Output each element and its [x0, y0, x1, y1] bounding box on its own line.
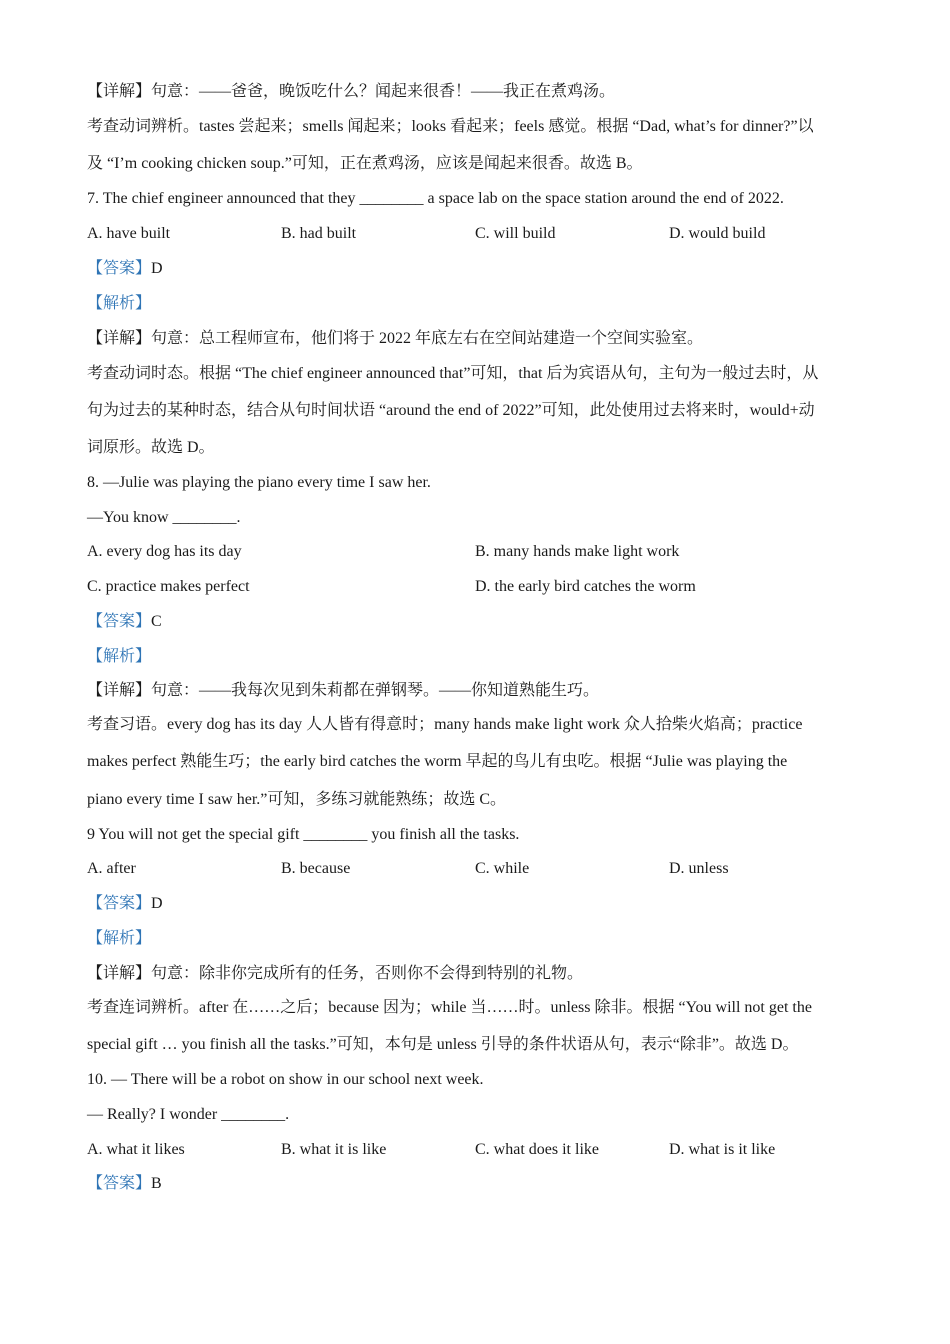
q8-jiexi-label: 【解析】	[87, 648, 152, 665]
q6-detail	[87, 82, 615, 102]
q10-option-d: D. what is it like	[669, 1141, 776, 1158]
q7-answer	[87, 259, 163, 279]
q7-option-b: B. had built	[281, 225, 357, 242]
q7-option-d: D. would build	[669, 225, 766, 242]
detail-text: 句意：总工程师宣布，他们将于 2022 年底左右在空间站建造一个空间实验室。	[151, 330, 704, 347]
answer-value: D	[151, 895, 163, 912]
q7-option-a: A. have built	[87, 225, 171, 242]
q7-analysis-2: 句为过去的某种时态，结合从句时间状语 “around the end of 2022”可知，此处使用过去将来时，would+动	[87, 402, 815, 419]
detail-text: 句意：——我每次见到朱莉都在弹钢琴。——你知道熟能生巧。	[151, 682, 600, 699]
q9-answer	[87, 894, 163, 914]
q8-analysis-3: piano every time I saw her.”可知，多练习就能熟练；故选 C。	[87, 791, 507, 808]
q9-analysis-2: special gift … you finish all the tasks.”可知，本句是 unless 引导的条件状语从句，表示“除非”。故选 D。	[87, 1036, 799, 1053]
q7-analysis-1: 考查动词时态。根据 “The chief engineer announced that”可知，that 后为宾语从句，主句为一般过去时，从	[87, 365, 819, 382]
detail-label: 【详解】	[87, 682, 152, 699]
answer-label: 【答案】	[87, 260, 152, 277]
answer-label: 【答案】	[87, 1175, 152, 1192]
q9-stem: 9 You will not get the special gift ________ you finish all the tasks.	[87, 826, 520, 843]
q10-option-a: A. what it likes	[87, 1141, 185, 1158]
q7-stem: 7. The chief engineer announced that they ________ a space lab on the space station around the end of 2022.	[87, 190, 784, 207]
answer-value: B	[151, 1175, 162, 1192]
q6-analysis-2: 及 “I’m cooking chicken soup.”可知，正在煮鸡汤，应该是闻起来很香。故选 B。	[87, 155, 643, 172]
q8-option-d: D. the early bird catches the worm	[475, 578, 696, 595]
q8-option-c: C. practice makes perfect	[87, 578, 250, 595]
q7-analysis-3: 词原形。故选 D。	[87, 439, 215, 456]
answer-label: 【答案】	[87, 613, 152, 630]
q10-answer	[87, 1174, 162, 1194]
q9-jiexi-label: 【解析】	[87, 930, 152, 947]
q9-option-a: A. after	[87, 860, 136, 877]
answer-value: D	[151, 260, 163, 277]
q9-option-c: C. while	[475, 860, 530, 877]
q8-analysis-1: 考查习语。every dog has its day 人人皆有得意时；many hands make light work 众人拾柴火焰高；practice	[87, 716, 803, 733]
detail-label: 【详解】	[87, 330, 152, 347]
q7-jiexi-label: 【解析】	[87, 295, 152, 312]
q9-analysis-1: 考查连词辨析。after 在……之后；because 因为；while 当……时。unless 除非。根据 “You will not get the	[87, 999, 812, 1016]
q8-stem-2: —You know ________.	[87, 509, 241, 526]
q8-option-b: B. many hands make light work	[475, 543, 680, 560]
q10-stem-1: 10. — There will be a robot on show in our school next week.	[87, 1071, 484, 1088]
answer-label: 【答案】	[87, 895, 152, 912]
q7-detail	[87, 329, 703, 349]
q9-detail	[87, 964, 583, 984]
detail-text: 句意：除非你完成所有的任务，否则你不会得到特别的礼物。	[151, 965, 584, 982]
q8-option-a: A. every dog has its day	[87, 543, 242, 560]
q9-option-d: D. unless	[669, 860, 729, 877]
detail-label: 【详解】	[87, 83, 152, 100]
answer-value: C	[151, 613, 162, 630]
q10-stem-2: — Really? I wonder ________.	[87, 1106, 290, 1123]
q8-answer	[87, 612, 162, 632]
q6-analysis-1: 考查动词辨析。tastes 尝起来；smells 闻起来；looks 看起来；feels 感觉。根据 “Dad, what’s for dinner?”以	[87, 118, 814, 135]
q8-analysis-2: makes perfect 熟能生巧；the early bird catches the worm 早起的鸟儿有虫吃。根据 “Julie was playing the	[87, 753, 788, 770]
q8-stem-1: 8. —Julie was playing the piano every time I saw her.	[87, 474, 431, 491]
detail-text: 句意：——爸爸，晚饭吃什么？闻起来很香！——我正在煮鸡汤。	[151, 83, 616, 100]
q8-detail	[87, 681, 599, 701]
detail-label: 【详解】	[87, 965, 152, 982]
q9-option-b: B. because	[281, 860, 351, 877]
q7-option-c: C. will build	[475, 225, 556, 242]
q10-option-c: C. what does it like	[475, 1141, 599, 1158]
q10-option-b: B. what it is like	[281, 1141, 387, 1158]
